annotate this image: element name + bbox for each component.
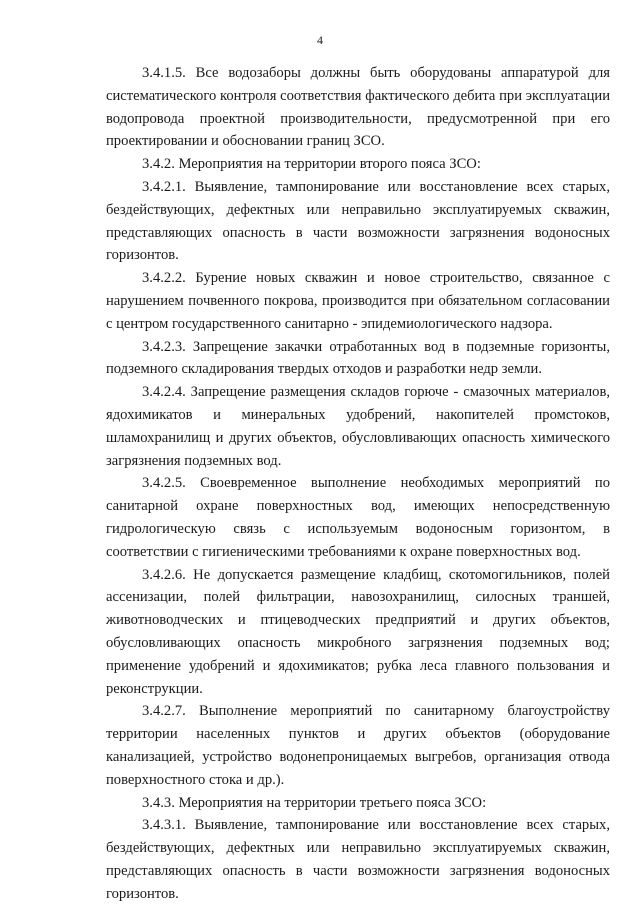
paragraph-3-4-2-7: 3.4.2.7. Выполнение мероприятий по санитарному благоустройству территории населенных пунктов и других объектов (оборудование канализацией, устройство водонепроницаемых выгребов, организация отвода поверхностного стока и др.).: [106, 703, 610, 788]
section-heading-3-4-3: 3.4.3. Мероприятия на территории третьего пояса ЗСО:: [142, 794, 487, 811]
section-heading-3-4-2: 3.4.2. Мероприятия на территории второго пояса ЗСО:: [142, 156, 481, 173]
paragraph-3-4-2-2: 3.4.2.2. Бурение новых скважин и новое строительство, связанное с нарушением почвенного покрова, производится при обязательном согласовании с центром государственного санитарно - эпидемиологического надзора.: [106, 270, 610, 332]
paragraph-3-4-2-1: 3.4.2.1. Выявление, тампонирование или восстановление всех старых, бездействующих, дефектных или неправильно эксплуатируемых скважин, представляющих опасность в части возможности загрязнения водоносных горизонтов.: [106, 178, 610, 264]
paragraph-3-4-2-6: 3.4.2.6. Не допускается размещение кладбищ, скотомогильников, полей ассенизации, полей фильтрации, навозохранилищ, силосных траншей, животноводческих и птицеводческих предприятий и других объектов, обусловливающих опасность микробного загрязнения подземных вод; применение удобрений и ядохимикатов; рубка леса главного пользования и реконструкции.: [106, 566, 610, 697]
paragraph-3-4-1-5: 3.4.1.5. Все водозаборы должны быть оборудованы аппаратурой для систематического контроля соответствия фактического дебита при эксплуатации водопровода проектной производительности, предусмотренной при его проектировании и обосновании границ ЗСО.: [106, 65, 610, 150]
document-body: [106, 62, 610, 905]
paragraph-3-4-2-5: 3.4.2.5. Своевременное выполнение необходимых мероприятий по санитарной охране поверхностных вод, имеющих непосредственную гидрологическую связь с используемым водоносным горизонтом, в соответствии с гигиеническими требованиями к охране поверхностных вод.: [106, 475, 610, 560]
page-number: 4: [317, 33, 323, 47]
paragraph-3-4-2-3: 3.4.2.3. Запрещение закачки отработанных вод в подземные горизонты, подземного складирования твердых отходов и разработки недр земли.: [106, 338, 610, 378]
paragraph-3-4-3-1: 3.4.3.1. Выявление, тампонирование или восстановление всех старых, бездействующих, дефектных или неправильно эксплуатируемых скважин, представляющих опасность в части возможности загрязнения водоносных горизонтов.: [106, 817, 610, 902]
paragraph-3-4-2-4: 3.4.2.4. Запрещение размещения складов горюче - смазочных материалов, ядохимикатов и минеральных удобрений, накопителей промстоков, шламохранилищ и других объектов, обусловливающих опасность химического загрязнения подземных вод.: [106, 384, 610, 469]
